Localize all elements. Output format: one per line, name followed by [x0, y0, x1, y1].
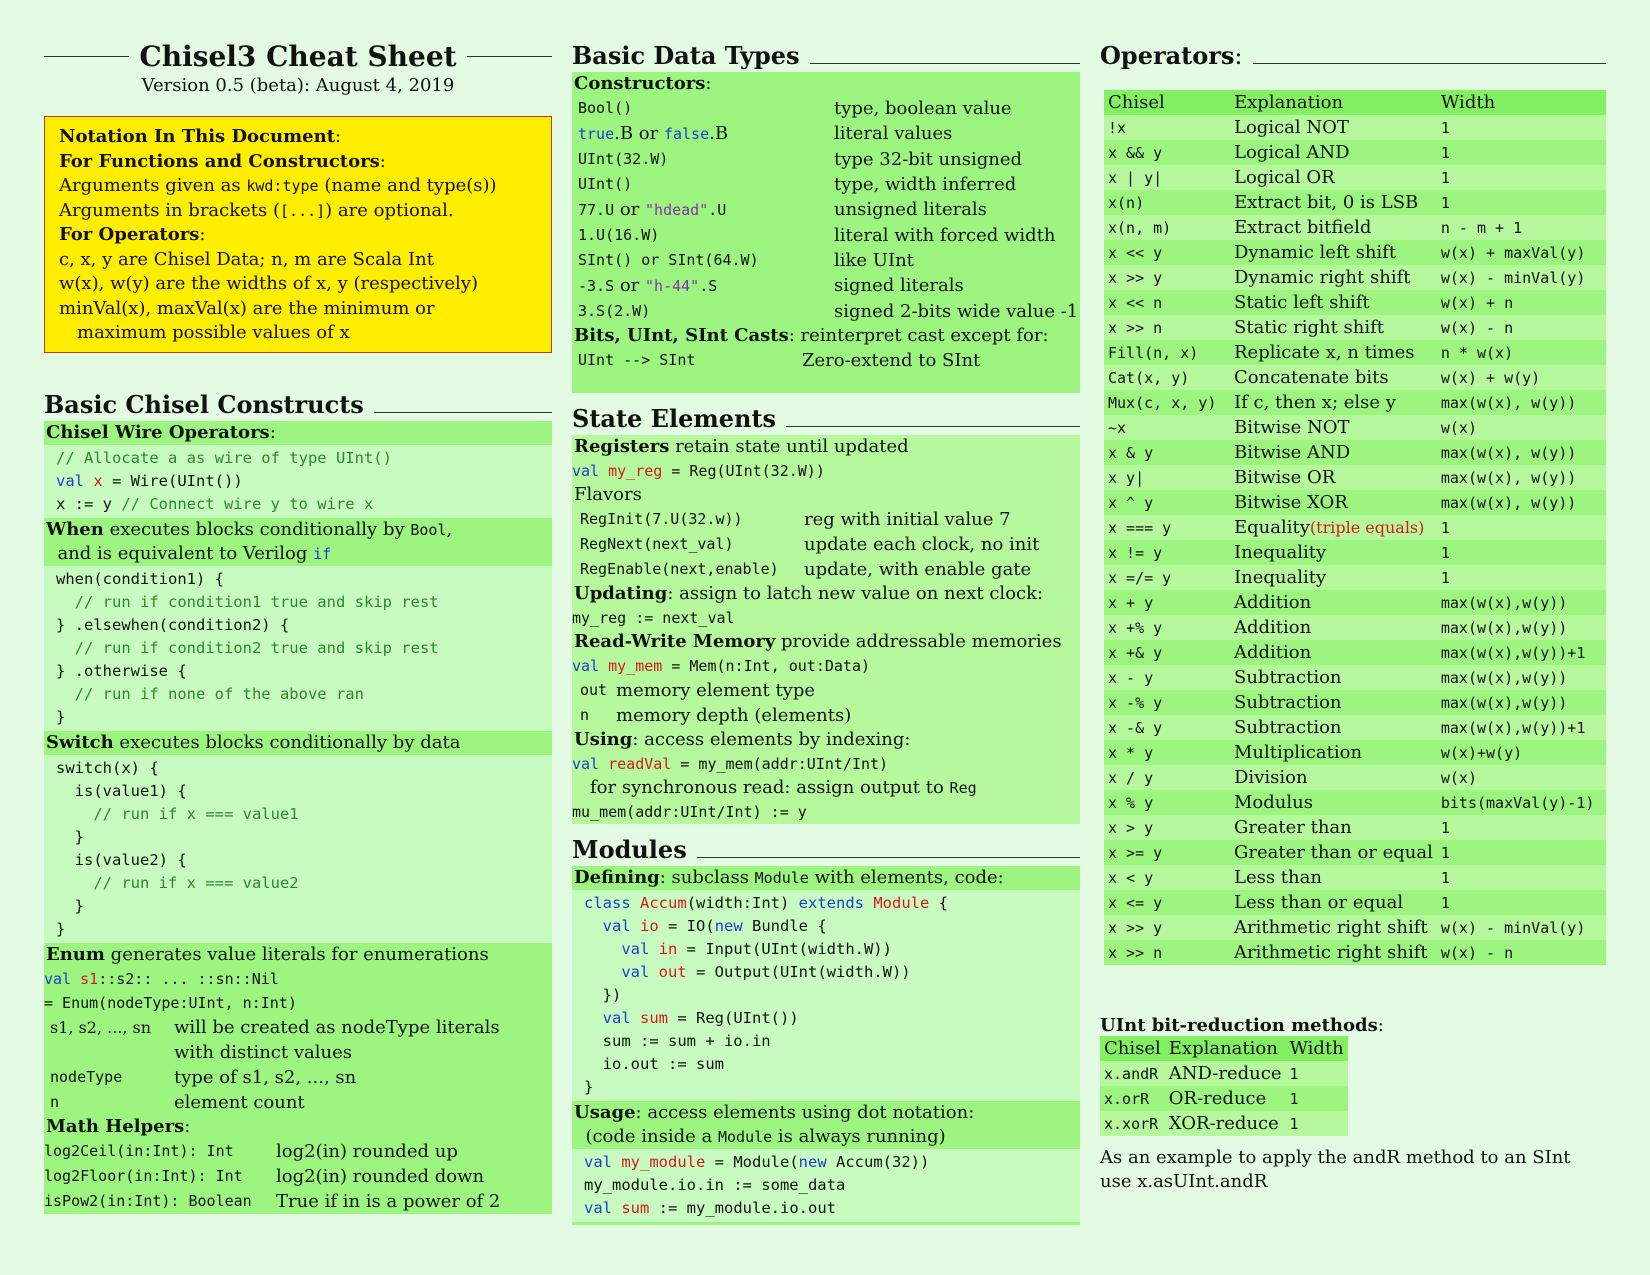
- column-left: [44, 40, 552, 1214]
- datatypes-block: Constructors: Bool() type, boolean value true.B or false.B literal values UInt(32.W) type 32-bit unsigned UInt() type, width inferred 77.U or "hdead".U unsigned literals 1.U(16.W) literal with forced width SInt() or SInt(64.W) like UInt -3.S or "h-44".S signed literals 3.S(2.W) signed 2-bits wide value -1 Bits, UInt, SInt Casts: reinterpret cast except for: UInt --> SInt Zero-extend to SInt: [572, 72, 1080, 393]
- datatype-row: -3.S or "h-44".S signed literals: [578, 275, 964, 296]
- cell-explanation: Logical OR: [1230, 165, 1437, 190]
- cell-width: w(x) + n: [1437, 290, 1606, 315]
- cell-chisel: x / y: [1104, 765, 1230, 790]
- table-row: [1104, 290, 1606, 315]
- table-row: [1104, 640, 1606, 665]
- cell-explanation: Division: [1230, 765, 1437, 790]
- cell-explanation: Addition: [1230, 590, 1437, 615]
- reduction-note: As an example to apply the andR method to an SInt use x.asUInt.andR: [1100, 1147, 1571, 1192]
- cell-chisel: x.andR: [1100, 1061, 1165, 1086]
- cell-chisel: x - y: [1104, 665, 1230, 690]
- cell-chisel: x(n): [1104, 190, 1230, 215]
- title-block: [44, 40, 552, 73]
- cast-row: UInt --> SInt Zero-extend to SInt: [578, 350, 981, 371]
- cell-explanation: Dynamic right shift: [1230, 265, 1437, 290]
- cell-explanation: Extract bit, 0 is LSB: [1230, 190, 1437, 215]
- cell-chisel: Mux(c, x, y): [1104, 390, 1230, 415]
- reduction-table: [1100, 1036, 1348, 1136]
- modules-code: class Accum(width:Int) extends Module { val io = IO(new Bundle { val in = Input(UInt(width.W)) val out = Output(UInt(width.W)) }) val sum = Reg(UInt()) sum := sum + io.in io.out := sum }: [572, 890, 1080, 1101]
- table-row: [1100, 1111, 1348, 1136]
- notation-op-line1: c, x, y are Chisel Data; n, m are Scala Int: [59, 248, 434, 270]
- table-row: [1104, 890, 1606, 915]
- wire-title: Chisel Wire Operators:: [44, 421, 552, 445]
- cell-explanation: Logical AND: [1230, 140, 1437, 165]
- page-title: Chisel3 Cheat Sheet: [139, 40, 457, 73]
- table-row: [1100, 1086, 1348, 1111]
- table-row: [1104, 740, 1606, 765]
- cell-width: w(x): [1437, 765, 1606, 790]
- table-row: [1104, 115, 1606, 140]
- cell-width: max(w(x), w(y)): [1437, 440, 1606, 465]
- modules-usage: Usage: access elements using dot notation: (code inside a Module is always running): [572, 1101, 1080, 1149]
- datatype-row: Bool() type, boolean value: [578, 98, 1012, 119]
- table-row: [1104, 140, 1606, 165]
- cell-explanation: Replicate x, n times: [1230, 340, 1437, 365]
- cell-chisel: x << n: [1104, 290, 1230, 315]
- cell-chisel: x.xorR: [1100, 1111, 1165, 1136]
- when-code: when(condition1) { // run if condition1 true and skip rest } .elsewhen(condition2) { // run if condition2 true and skip rest } .otherwise { // run if none of the above ran }: [44, 566, 552, 731]
- table-row: [1104, 190, 1606, 215]
- cell-explanation: Arithmetic right shift: [1230, 940, 1437, 965]
- cell-chisel: x -& y: [1104, 715, 1230, 740]
- table-row: [1104, 265, 1606, 290]
- cell-chisel: x y|: [1104, 465, 1230, 490]
- cell-width: 1: [1285, 1061, 1347, 1086]
- cell-chisel: x > y: [1104, 815, 1230, 840]
- table-row: [1104, 465, 1606, 490]
- table-row: [1104, 240, 1606, 265]
- cell-chisel: x +% y: [1104, 615, 1230, 640]
- state-heading: State Elements: [572, 403, 1080, 435]
- cell-width: 1: [1437, 515, 1606, 540]
- cell-width: w(x) + maxVal(y): [1437, 240, 1606, 265]
- flavor-row: RegInit(7.U(32.w)) reg with initial value 7: [580, 509, 1011, 530]
- cell-width: 1: [1437, 165, 1606, 190]
- table-row: [1104, 565, 1606, 590]
- cell-chisel: x | y|: [1104, 165, 1230, 190]
- cell-width: 1: [1437, 540, 1606, 565]
- cell-chisel: x.orR: [1100, 1086, 1165, 1111]
- table-row: [1104, 490, 1606, 515]
- table-row: [1104, 165, 1606, 190]
- operators-table: [1104, 90, 1606, 965]
- cell-explanation: Modulus: [1230, 790, 1437, 815]
- cell-chisel: x =/= y: [1104, 565, 1230, 590]
- table-row: [1104, 690, 1606, 715]
- cell-chisel: x +& y: [1104, 640, 1230, 665]
- cell-explanation: Less than or equal: [1230, 890, 1437, 915]
- flavor-row: RegEnable(next,enable) update, with enable gate: [580, 559, 1032, 580]
- enum-row: n element count: [50, 1091, 305, 1113]
- cell-width: max(w(x),w(y))+1: [1437, 715, 1606, 740]
- notation-fc-line2: Arguments in brackets ([...]) are optional.: [59, 199, 454, 221]
- cell-chisel: x -% y: [1104, 690, 1230, 715]
- cell-explanation: Inequality: [1230, 565, 1437, 590]
- switch-code: switch(x) { is(value1) { // run if x === value1 } is(value2) { // run if x === value2 } }: [44, 755, 552, 943]
- notation-fc-line1: Arguments given as kwd:type (name and type(s)): [59, 175, 497, 196]
- cell-chisel: x + y: [1104, 590, 1230, 615]
- cell-explanation: Bitwise OR: [1230, 465, 1437, 490]
- table-row: [1104, 665, 1606, 690]
- cell-explanation: OR-reduce: [1165, 1086, 1286, 1111]
- table-row: [1104, 615, 1606, 640]
- cell-chisel: x % y: [1104, 790, 1230, 815]
- cell-chisel: x << y: [1104, 240, 1230, 265]
- cell-explanation: Greater than: [1230, 815, 1437, 840]
- table-row: [1104, 540, 1606, 565]
- cell-explanation: Concatenate bits: [1230, 365, 1437, 390]
- equality-note: (triple equals): [1309, 518, 1425, 537]
- datatype-row: UInt(32.W) type 32-bit unsigned: [578, 149, 1022, 170]
- cell-width: 1: [1437, 865, 1606, 890]
- cell-explanation: Bitwise AND: [1230, 440, 1437, 465]
- cell-width: w(x): [1437, 415, 1606, 440]
- table-row: [1104, 315, 1606, 340]
- table-row: [1104, 790, 1606, 815]
- table-row: [1104, 590, 1606, 615]
- cell-explanation: Addition: [1230, 640, 1437, 665]
- cell-width: w(x) - n: [1437, 940, 1606, 965]
- datatype-row: true.B or false.B literal values: [578, 123, 953, 144]
- table-row: [1104, 390, 1606, 415]
- modules-def: Defining: subclass Module with elements, code:: [572, 866, 1080, 890]
- cell-width: w(x) - minVal(y): [1437, 915, 1606, 940]
- cell-chisel: x >= y: [1104, 840, 1230, 865]
- mem-row: n memory depth (elements): [580, 705, 852, 726]
- enum-row: with distinct values: [174, 1041, 352, 1063]
- modules-usage-code: val my_module = Module(new Accum(32)) my_module.io.in := some_data val sum := my_module.io.out: [572, 1149, 1080, 1225]
- constructs-heading: Basic Chisel Constructs: [44, 389, 552, 421]
- datatype-row: 77.U or "hdead".U unsigned literals: [578, 199, 987, 220]
- table-header-row: Chisel Explanation Width: [1100, 1036, 1348, 1061]
- cell-explanation: Greater than or equal: [1230, 840, 1437, 865]
- modules-heading: Modules: [572, 834, 1080, 866]
- cell-width: 1: [1437, 890, 1606, 915]
- cell-explanation: Extract bitfield: [1230, 215, 1437, 240]
- table-row: [1104, 415, 1606, 440]
- table-row: [1100, 1061, 1348, 1086]
- cell-width: 1: [1437, 815, 1606, 840]
- switch-desc: Switch executes blocks conditionally by data: [44, 731, 552, 755]
- table-row: [1104, 915, 1606, 940]
- cell-chisel: x && y: [1104, 140, 1230, 165]
- table-row: [1104, 365, 1606, 390]
- table-row: [1104, 840, 1606, 865]
- state-block: Registers retain state until updated val my_reg = Reg(UInt(32.W)) Flavors RegInit(7.U(32.w)) reg with initial value 7 RegNext(next_val) update each clock, no init RegEnable(next,enable) update, with enable gate Updating: assign to latch new value on next clock: my_reg := next_val Read-Write Memory provide addressable memories val my_mem = Mem(n:Int, out:Data) out memory element type n memory depth (elements) Using: access elements by indexing: val readVal = my_mem(addr:UInt/Int) for synchronous read: assign output to Reg mu_mem(addr:UInt/Int) := y: [572, 435, 1080, 824]
- enum-row: nodeType type of s1, s2, ..., sn: [50, 1066, 357, 1088]
- cell-explanation: Addition: [1230, 615, 1437, 640]
- cell-explanation: Arithmetic right shift: [1230, 915, 1437, 940]
- datatype-row: 3.S(2.W) signed 2-bits wide value -1: [578, 301, 1079, 322]
- cell-explanation: Static left shift: [1230, 290, 1437, 315]
- cell-width: 1: [1285, 1111, 1347, 1136]
- version-line: Version 0.5 (beta): August 4, 2019: [141, 75, 455, 96]
- operators-heading: Operators :: [1100, 40, 1606, 72]
- notation-op-line2: w(x), w(y) are the widths of x, y (respectively): [59, 273, 479, 294]
- cell-explanation: Logical NOT: [1230, 115, 1437, 140]
- cell-width: max(w(x),w(y))+1: [1437, 640, 1606, 665]
- cell-chisel: x(n, m): [1104, 215, 1230, 240]
- cell-chisel: !x: [1104, 115, 1230, 140]
- table-row: [1104, 215, 1606, 240]
- cell-chisel: x & y: [1104, 440, 1230, 465]
- table-row: [1104, 715, 1606, 740]
- cell-chisel: x * y: [1104, 740, 1230, 765]
- cell-width: max(w(x),w(y)): [1437, 590, 1606, 615]
- when-desc: When executes blocks conditionally by Bool, and is equivalent to Verilog if: [44, 518, 552, 566]
- cell-explanation: Subtraction: [1230, 665, 1437, 690]
- cell-explanation: Bitwise XOR: [1230, 490, 1437, 515]
- cell-width: max(w(x),w(y)): [1437, 615, 1606, 640]
- notation-op-line4: maximum possible values of x: [77, 322, 350, 343]
- cell-width: n - m + 1: [1437, 215, 1606, 240]
- datatypes-heading: Basic Data Types: [572, 40, 1080, 72]
- math-row: log2Ceil(in:Int): Int log2(in) rounded up: [44, 1140, 458, 1162]
- cell-width: bits(maxVal(y)-1): [1437, 790, 1606, 815]
- cell-explanation: Static right shift: [1230, 315, 1437, 340]
- cell-chisel: x >> y: [1104, 265, 1230, 290]
- cell-explanation: Multiplication: [1230, 740, 1437, 765]
- wire-code: // Allocate a as wire of type UInt() val x = Wire(UInt()) x := y // Connect wire y to wire x: [44, 445, 552, 518]
- cell-width: max(w(x),w(y)): [1437, 690, 1606, 715]
- cell-width: max(w(x), w(y)): [1437, 390, 1606, 415]
- table-row: [1104, 865, 1606, 890]
- cell-width: 1: [1437, 115, 1606, 140]
- cell-chisel: Cat(x, y): [1104, 365, 1230, 390]
- cell-width: w(x) - n: [1437, 315, 1606, 340]
- table-row: [1104, 515, 1606, 540]
- mem-row: out memory element type: [580, 680, 816, 701]
- cell-chisel: x >> n: [1104, 940, 1230, 965]
- math-row: isPow2(in:Int): Boolean True if in is a power of 2: [44, 1190, 501, 1212]
- cell-width: max(w(x),w(y)): [1437, 665, 1606, 690]
- cell-explanation: XOR-reduce: [1165, 1111, 1286, 1136]
- cell-explanation: Bitwise NOT: [1230, 415, 1437, 440]
- column-right: [1100, 40, 1606, 1194]
- cell-width: 1: [1437, 140, 1606, 165]
- reduction-title: UInt bit-reduction methods:: [1100, 1015, 1384, 1036]
- cell-chisel: ~x: [1104, 415, 1230, 440]
- cell-chisel: x < y: [1104, 865, 1230, 890]
- column-middle: [572, 40, 1080, 1225]
- cell-width: 1: [1437, 190, 1606, 215]
- cell-chisel: x === y: [1104, 515, 1230, 540]
- table-row: [1104, 940, 1606, 965]
- table-row: [1104, 340, 1606, 365]
- cell-width: w(x) + w(y): [1437, 365, 1606, 390]
- cell-width: max(w(x), w(y)): [1437, 490, 1606, 515]
- cell-width: n * w(x): [1437, 340, 1606, 365]
- table-row: [1104, 765, 1606, 790]
- cell-chisel: x ^ y: [1104, 490, 1230, 515]
- cell-explanation: Subtraction: [1230, 715, 1437, 740]
- table-row: [1104, 440, 1606, 465]
- enum-block: Enum generates value literals for enumerations val s1::s2:: ... ::sn::Nil = Enum(nodeType:UInt, n:Int) s1, s2, ..., sn will be created as nodeType literals with distinct values nodeType type of s1, s2, ..., sn n element count Math Helpers: log2Ceil(in:Int): Int log2(in) rounded up log2Floor(in:Int): Int log2(in) rounded down isPow2(in:Int): Boolean True if in is a power of 2: [44, 943, 552, 1214]
- table-header-row: Chisel Explanation Width: [1104, 90, 1606, 115]
- cell-explanation: If c, then x; else y: [1230, 390, 1437, 415]
- notation-fc-title: For Functions and Constructors: [59, 150, 380, 172]
- notation-box: Notation In This Document: For Functions and Constructors: Arguments given as kwd:type (name and type(s)) Arguments in brackets ([...]) are optional. For Operators: c, x, y are Chisel Data; n, m are Scala Int w(x), w(y) are the widths of x, y (respectively) minVal(x), maxVal(x) are the minimum or maximum possible values of x: [44, 116, 552, 353]
- datatype-row: SInt() or SInt(64.W) like UInt: [578, 250, 914, 271]
- datatype-row: UInt() type, width inferred: [578, 174, 1017, 195]
- notation-op-title: For Operators: [59, 224, 200, 245]
- cell-width: max(w(x), w(y)): [1437, 465, 1606, 490]
- cell-explanation: Dynamic left shift: [1230, 240, 1437, 265]
- datatype-row: 1.U(16.W) literal with forced width: [578, 225, 1056, 246]
- cell-explanation: Subtraction: [1230, 690, 1437, 715]
- cell-width: 1: [1437, 840, 1606, 865]
- math-row: log2Floor(in:Int): Int log2(in) rounded down: [44, 1165, 485, 1187]
- cell-width: 1: [1437, 565, 1606, 590]
- cell-chisel: x >> n: [1104, 315, 1230, 340]
- cell-width: w(x)+w(y): [1437, 740, 1606, 765]
- cell-explanation: AND-reduce: [1165, 1061, 1286, 1086]
- flavor-row: RegNext(next_val) update each clock, no init: [580, 534, 1040, 555]
- notation-title: Notation In This Document: [59, 126, 336, 147]
- cell-explanation: Equality(triple equals): [1230, 515, 1437, 540]
- cell-explanation: Less than: [1230, 865, 1437, 890]
- cell-width: w(x) - minVal(y): [1437, 265, 1606, 290]
- cell-chisel: Fill(n, x): [1104, 340, 1230, 365]
- cell-explanation: Inequality: [1230, 540, 1437, 565]
- notation-op-line3: minVal(x), maxVal(x) are the minimum or: [59, 297, 435, 319]
- cell-chisel: x <= y: [1104, 890, 1230, 915]
- enum-row: s1, s2, ..., sn will be created as nodeType literals: [50, 1016, 500, 1038]
- table-row: [1104, 815, 1606, 840]
- cell-width: 1: [1285, 1086, 1347, 1111]
- cell-chisel: x != y: [1104, 540, 1230, 565]
- cell-chisel: x >> y: [1104, 915, 1230, 940]
